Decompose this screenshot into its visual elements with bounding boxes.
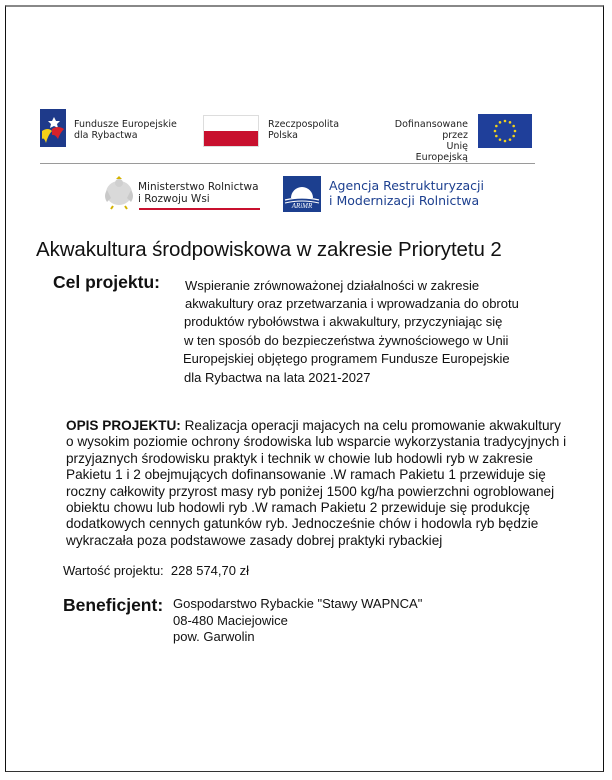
- opis-line: obiektu chowu lub hodowli ryb .W ramach Pakietu 2 przewiduje się produkcję: [66, 500, 530, 516]
- eu-star-icon: [514, 130, 517, 133]
- arimr-logo-line1: Agencja Restrukturyzacji: [329, 178, 485, 193]
- arimr-logo-line2: i Modernizacji Rolnictwa: [329, 193, 480, 208]
- eu-logo-line1: Dofinansowane przez: [394, 119, 468, 141]
- opis-line: przyjaznych środowisku praktyk i technik w chowie lub hodowli ryb w zakresie: [66, 450, 533, 466]
- rp-logo-line2: Polska: [268, 130, 298, 141]
- minrol-logo-line2: i Rozwoju Wsi: [138, 193, 210, 205]
- opis-first-line: Realizacja operacji majacych na celu promowanie akwakultury: [180, 418, 561, 433]
- opis-label: OPIS PROJEKTU:: [66, 418, 181, 433]
- opis-line: [66, 418, 596, 434]
- minrol-logo-line1: Ministerstwo Rolnictwa: [138, 181, 259, 193]
- minrol-red-underline: [139, 208, 260, 210]
- polish-flag-icon: [203, 115, 259, 147]
- eu-star-icon: [509, 121, 512, 124]
- opis-line: o wysokim poziomie ochrony środowiska lub wsparcie wykorzystania tradycyjnych i: [66, 434, 567, 450]
- cel-line: dla Rybactwa na lata 2021-2027: [184, 370, 371, 385]
- eu-star-icon: [504, 140, 507, 143]
- eu-star-icon: [504, 120, 507, 123]
- cel-line: akwakultury oraz przetwarzania i wprowadzania do obrotu: [185, 296, 519, 311]
- rp-logo-line1: Rzeczpospolita: [268, 119, 340, 130]
- opis-line: Pakietu 1 i 2 obejmujących dofinansowanie .W ramach Pakietu 1 przewiduje się: [66, 467, 546, 483]
- eu-logo-line2: Unię Europejską: [415, 141, 468, 163]
- eu-star-icon: [512, 125, 515, 128]
- eu-star-icon: [499, 121, 502, 124]
- project-value-label: Wartość projektu:: [63, 563, 164, 578]
- opis-line: dodatkowych cennych gatunków ryb. Jednocześnie chów i hodowla ryb będzie: [66, 516, 539, 532]
- opis-line: wykraczała poza podstawowe zasady dobrej praktyki rybackiej: [66, 532, 443, 548]
- fe-logo-line1: Fundusze Europejskie: [74, 119, 177, 130]
- eu-star-icon: [509, 138, 512, 141]
- eu-logo-text: [392, 119, 468, 163]
- eu-star-icon: [494, 130, 497, 133]
- arimr-logo-icon: [283, 176, 321, 217]
- cel-line: w ten sposób do bezpieczeństwa żywnościowego w Unii: [184, 333, 509, 348]
- rp-logo-text: [268, 119, 339, 141]
- fe-logo-icon: [40, 109, 66, 147]
- fe-logo: [40, 109, 66, 152]
- beneficjent-details: [173, 596, 422, 646]
- beneficjent-label: Beneficjent:: [63, 595, 164, 615]
- arimr-badge: ARiMR: [291, 202, 313, 210]
- eu-star-icon: [495, 125, 498, 128]
- project-value: [63, 563, 249, 578]
- fe-logo-text: [74, 119, 177, 141]
- opis-projektu: [66, 418, 596, 549]
- eu-star-icon: [495, 135, 498, 138]
- beneficjent-name: Gospodarstwo Rybackie "Stawy WAPNCA": [173, 596, 423, 611]
- page-title: Akwakultura środpowiskowa w zakresie Priorytetu 2: [36, 238, 502, 261]
- cel-line: Wspieranie zrównoważonej działalności w zakresie: [185, 278, 480, 293]
- cel-label: Cel projektu:: [53, 272, 160, 292]
- logo-divider: [40, 163, 535, 164]
- opis-line: roczny całkowity przyrost masy ryb poniżej 1500 kg/ha powierzchni ogroblowanej: [66, 483, 555, 499]
- eu-star-icon: [499, 138, 502, 141]
- eu-flag-icon: [478, 114, 532, 153]
- polish-eagle-icon: [103, 176, 135, 215]
- cel-line: produktów rybołówstwa i akwakultury, przyczyniając się: [184, 314, 503, 329]
- eu-star-icon: [512, 135, 515, 138]
- project-value-amount: 228 574,70 zł: [170, 563, 249, 578]
- minrol-logo-text: [138, 181, 259, 205]
- fe-logo-line2: dla Rybactwa: [74, 130, 138, 141]
- beneficjent-address: 08-480 Maciejowice: [173, 612, 288, 628]
- arimr-logo-text: [329, 178, 484, 208]
- beneficjent-county: pow. Garwolin: [173, 629, 255, 644]
- cel-line: Europejskiej objętego programem Fundusze Europejskie: [183, 351, 510, 366]
